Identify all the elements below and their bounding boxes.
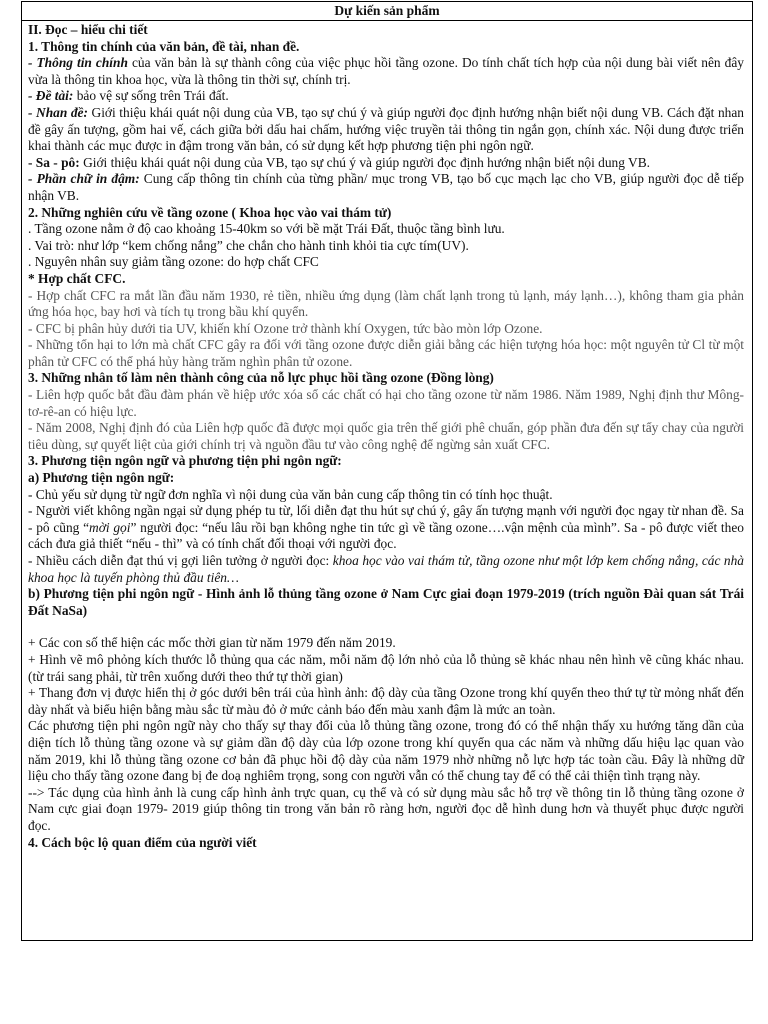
s4a-line-1: - Chủ yếu sử dụng từ ngữ đơn nghĩa vì nội dung của văn bản cung cấp thông tin có tính học thuật.: [28, 486, 553, 502]
s4b-line-2: + Hình vẽ mô phỏng kích thước lỗ thủng qua các năm, mỗi năm độ lớn nhỏ của lỗ thủng sẽ khác nhau nên hình vẽ cũng khác nhau.(từ trái sang phải, từ trên xuống dưới theo thứ tự thời gian): [28, 651, 744, 684]
s1-title: 1. Thông tin chính của văn bản, đề tài, nhan đề.: [28, 38, 300, 54]
s2-line-3: . Nguyên nhân suy giảm tầng ozone: do hợp chất CFC: [28, 254, 319, 270]
s4a-title: a) Phương tiện ngôn ngữ:: [28, 470, 175, 486]
s1-paragraph-2: - Đề tài: bảo vệ sự sống trên Trái đất.: [28, 88, 229, 104]
s5-title: 4. Cách bộc lộ quan điểm của người viết: [28, 834, 257, 850]
s3-gray-2: - Năm 2008, Nghị định đó của Liên hợp quốc đã được mọi quốc gia trên thế giới phê chuẩn, góp phần đưa đến sự tẩy chay của người tiêu dùng, sự quyết liệt của giới chính trị và nguồn đầu tư vào công nghệ để ngừng sản xuất CFC.: [28, 420, 744, 452]
table-header: Dự kiến sản phẩm: [22, 2, 752, 21]
s2-gray-3: - Những tổn hại to lớn mà chất CFC gây ra đối với tầng ozone được diễn giải bằng các hiện tượng hóa học: một nguyên tử Cl từ một phân tử CFC có thể phá hủy hàng trăm nghìn phân tử ozone.: [28, 337, 744, 369]
s4a-line-2: - Người viết không ngần ngại sử dụng phép tu từ, lối diễn đạt thu hút sự chú ý, gây ấn tượng mạnh với người đọc ngay từ nhan đề. Sa - pô cũng “mời gọi” người đọc: “nếu lâu rồi bạn không nghe tin tức gì về tầng ozone….vận mệnh của mình”. Sa - pô được viết theo cách đưa giả thiết “nếu - thì” và có tính chất đối thoại với người đọc.: [28, 503, 744, 552]
s4-title: 3. Phương tiện ngôn ngữ và phương tiện phi ngôn ngữ:: [28, 453, 342, 469]
s1-paragraph-1: - Thông tin chính của văn bản là sự thành công của việc phục hồi tầng ozone. Do tính chất tích hợp của nội dung bài viết nên đây vừa là thông tin khoa học, vừa là thông tin thời sự, chính trị.: [28, 55, 744, 87]
s2-gray-2: - CFC bị phân hủy dưới tia UV, khiến khí Ozone trở thành khí Oxygen, tức bào mòn lớp Ozone.: [28, 320, 543, 336]
s2-line-1: . Tầng ozone nằm ở độ cao khoảng 15-40km so với bề mặt Trái Đất, thuộc tầng bình lưu.: [28, 221, 505, 237]
document-table: [21, 1, 753, 941]
section-title: II. Đọc – hiểu chi tiết: [28, 22, 148, 37]
s4b-title: b) Phương tiện phi ngôn ngữ - Hình ảnh lỗ thủng tầng ozone ở Nam Cực giai đoạn 1979-2019 (trích nguồn Đài quan sát Trái Đất NaSa): [28, 586, 744, 618]
s4b-line-3: + Thang đơn vị được hiển thị ở góc dưới bên trái của hình ảnh: độ dày của tầng Ozone trong khí quyển theo thứ tự từ mỏng nhất đến dày nhất và biểu hiện bằng màu sắc từ màu đỏ ở mức cảnh báo đến màu xanh đậm là mức an toàn.: [28, 685, 744, 717]
s4a-line-3: - Nhiều cách diễn đạt thú vị gợi liên tưởng ở người đọc: khoa học vào vai thám tử, tầng ozone như một lớp kem chống nắng, các nhà khoa học là tuyến phòng thủ đầu tiên…: [28, 553, 744, 585]
s2-subheading: * Hợp chất CFC.: [28, 270, 126, 286]
s2-line-2: . Vai trò: như lớp “kem chống nắng” che chắn cho hành tinh khỏi tia cực tím(UV).: [28, 237, 469, 253]
s4b-line-5: --> Tác dụng của hình ảnh là cung cấp hình ảnh trực quan, cụ thể và có sử dụng màu sắc hỗ trợ về thông tin lỗ thủng tầng ozone ở Nam cực giai đoạn 1979- 2019 giúp thông tin trong văn bản rõ ràng hơn, người đọc dễ hình dung hơn và thuyết phục được người đọc.: [28, 784, 744, 833]
blank-line: [28, 619, 744, 635]
s1-paragraph-5: - Phần chữ in đậm: Cung cấp thông tin chính của từng phần/ mục trong VB, tạo bố cục mạch lạc cho VB, giúp người đọc dễ tiếp nhận VB.: [28, 171, 744, 203]
table-body: [22, 21, 752, 851]
s1-paragraph-4: - Sa - pô: Giới thiệu khái quát nội dung của VB, tạo sự chú ý và giúp người đọc định hướng nhận biết nội dung VB.: [28, 154, 650, 170]
s2-gray-1: - Hợp chất CFC ra mắt lần đầu năm 1930, rẻ tiền, nhiều ứng dụng (làm chất lạnh trong tủ lạnh, máy lạnh…), không tham gia phản ứng hóa học, bay hơi và tích tụ trong bầu khí quyển.: [28, 287, 744, 320]
s4b-line-1: + Các con số thể hiện các mốc thời gian từ năm 1979 đến năm 2019.: [28, 635, 396, 651]
s3-gray-1: - Liên hợp quốc bắt đầu đàm phán về hiệp ước xóa sổ các chất có hại cho tầng ozone từ năm 1986. Năm 1989, Nghị định thư Mông-tơ-rê-an có hiệu lực.: [28, 387, 744, 419]
s2-title: 2. Những nghiên cứu về tầng ozone ( Khoa học vào vai thám tử): [28, 204, 392, 220]
s1-paragraph-3: - Nhan đề: Giới thiệu khái quát nội dung của VB, tạo sự chú ý và giúp người đọc định hướng nhận biết nội dung VB. Cách đặt nhan đề gây ấn tượng, gồm hai vế, cách giữa bởi dấu hai chấm, hướng việc truyền tải thông tin ngắn gọn, chính xác. Nội dung được triển khai thành các mục được in đậm trong văn bản, có sử dụng kết hợp phương tiện phi ngôn ngữ.: [28, 104, 744, 154]
s4b-line-4: Các phương tiện phi ngôn ngữ này cho thấy sự thay đổi của lỗ thủng tầng ozone, trong đó có thể nhận thấy xu hướng tăng dần của diện tích lỗ thủng tầng ozone và sự giảm dần độ dày của lớp ozone trong khí quyển qua các năm và những dấu hiệu lạc quan vào năm 2019, khi lỗ thủng tầng ozone cơ bản đã phục hồi độ dày của năm 1979 nhờ những nỗ lực hợp tác toàn cầu. Đây là những dữ liệu cho thấy tầng ozone đang bị đe doạ nghiêm trọng, song con người vẫn có thể chung tay để có thể cải thiện tình trạng này.: [28, 718, 744, 784]
s3-title: 3. Những nhân tố làm nên thành công của nỗ lực phục hồi tầng ozone (Đồng lòng): [28, 370, 494, 386]
